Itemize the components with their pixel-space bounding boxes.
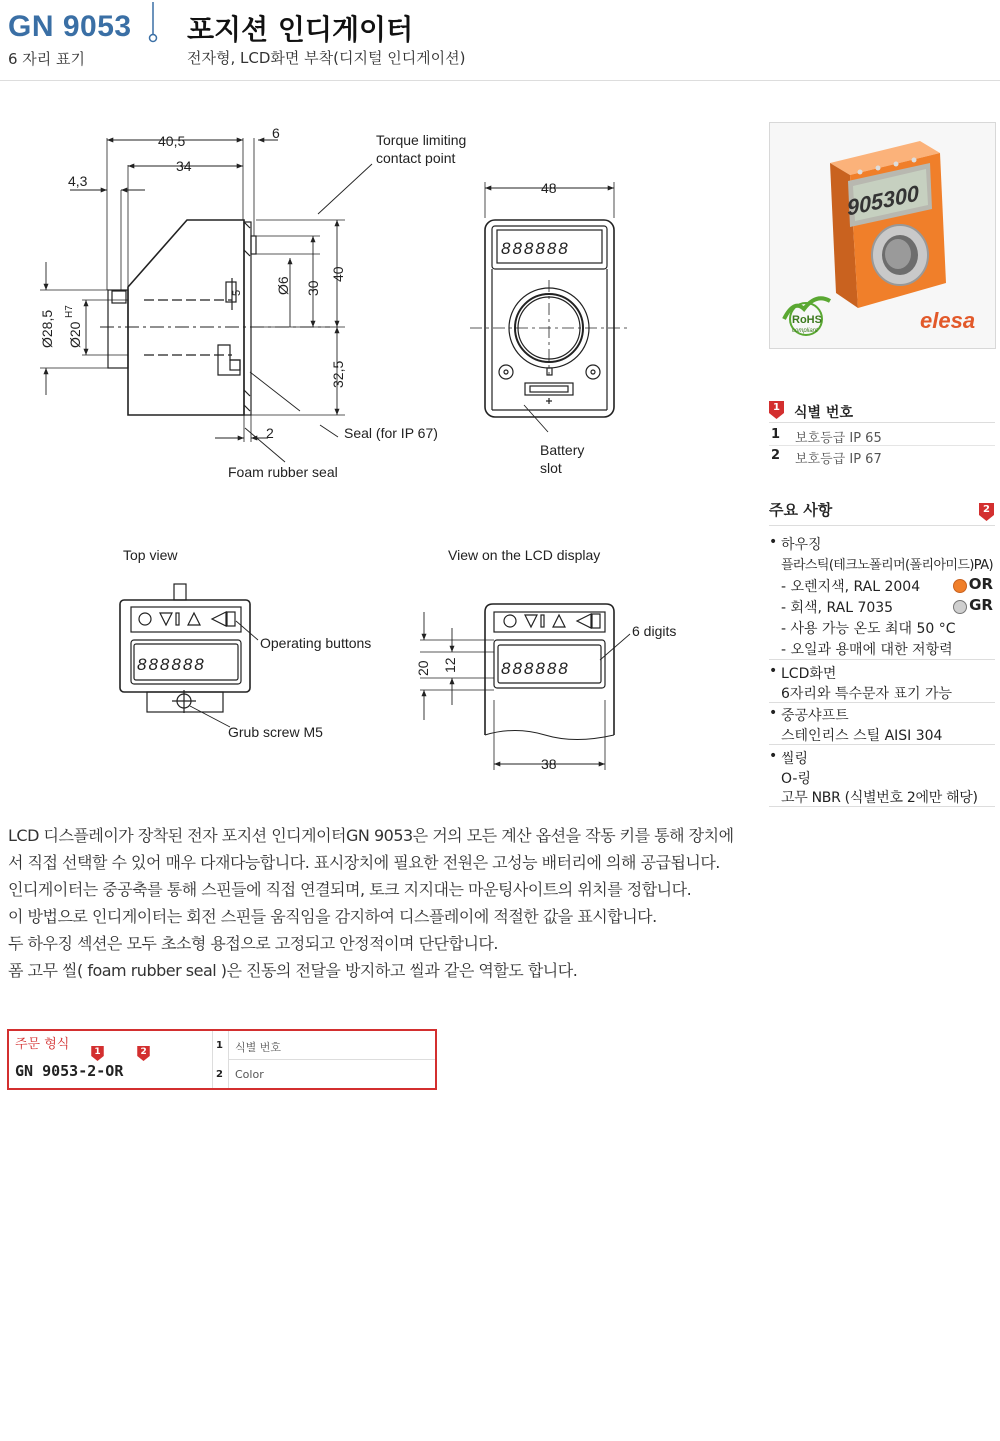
feature-rule (769, 806, 995, 807)
feature-lcd: • LCD화면 6자리와 특수문자 표기 가능 (769, 663, 953, 702)
badge-2-icon: 2 (979, 503, 994, 518)
description-line: 폼 고무 씰( foam rubber seal )은 진동의 전달을 방지하고 씰과 같은 역할도 합니다. (8, 961, 578, 980)
description-line: 서 직접 선택할 수 있어 매우 다재다능합니다. 표시장치에 필요한 전원은 고성능 배터리에 의해 공급됩니다. (8, 853, 720, 872)
feature-housing: • 하우징 플라스틱(테크노폴리머(폴리아미드)PA) - 오렌지색, RAL 2004 OR - 회색, RAL 7035 GR - 사용 가능 온도 최대 50 °C - 오일과 용매에 대한 저항력 (769, 534, 993, 658)
order-row-text: 식별 번호 (235, 1041, 282, 1054)
elesa-logo: elesa (920, 308, 976, 333)
order-code: GN 9053-2-OR (15, 1062, 124, 1080)
feature-shaft: • 중공샤프트 스테인리스 스틸 AISI 304 (769, 705, 943, 744)
label-foam-seal: Foam rubber seal (228, 464, 338, 480)
order-row-no: 1 (216, 1040, 223, 1051)
identification-rule (769, 422, 995, 423)
orange-swatch (953, 579, 967, 593)
dim-2: 2 (266, 425, 274, 441)
label-lcd-view: View on the LCD display (448, 547, 601, 563)
dim-12-lcd: 12 (442, 657, 458, 673)
features-rule (769, 525, 995, 526)
dim-20-lcd: 20 (415, 660, 431, 676)
description-line: 두 하우징 섹션은 모두 초소형 용접으로 고정되고 안정적이며 단단합니다. (8, 934, 498, 953)
page-title: 포지션 인디게이터 (187, 13, 414, 46)
dim-48: 48 (541, 180, 557, 196)
dim-phi-6: Ø6 (275, 276, 291, 295)
label-operating-buttons: Operating buttons (260, 635, 372, 651)
dim-4-3: 4,3 (68, 173, 88, 189)
feature-rule (769, 702, 995, 703)
label-grub-screw: Grub screw M5 (228, 724, 323, 740)
order-row-no: 2 (216, 1069, 223, 1080)
order-divider (228, 1059, 435, 1060)
lcd-view (420, 604, 630, 770)
features-title: 주요 사항 (769, 501, 833, 519)
order-row-text: Color (235, 1068, 264, 1081)
page-subtitle: 전자형, LCD화면 부착(디지털 인디게이션) (187, 49, 466, 67)
header-rule (0, 80, 1000, 81)
dim-h7: H7 (64, 305, 75, 318)
orange-code: OR (968, 575, 993, 593)
identification-row: 1 보호등급 IP 65 (769, 425, 995, 446)
front-view (470, 182, 630, 432)
feature-seal: • 씰링 O-링 고무 NBR (식별번호 2에만 해당) (769, 748, 978, 806)
dim-40: 40 (330, 266, 346, 282)
header-divider-pin (146, 2, 160, 44)
order-badge-2-icon: 2 (137, 1046, 152, 1061)
order-label: 주문 형식 (15, 1037, 70, 1052)
identification-row: 2 보호등급 IP 67 (771, 448, 882, 467)
label-battery-2: slot (540, 460, 562, 476)
product-photo (769, 122, 996, 349)
badge-1-icon: 1 (769, 401, 784, 416)
dim-40-5: 40,5 (158, 133, 186, 149)
grey-swatch (953, 600, 967, 614)
lcd-view-digits: 888888 (501, 659, 570, 678)
identification-heading (769, 401, 853, 421)
dim-6: 6 (272, 125, 280, 141)
dim-28-5: Ø28,5 (39, 309, 55, 348)
dim-20: Ø20 (67, 321, 83, 348)
top-lcd-digits: 888888 (137, 655, 206, 674)
rohs-logo: RoHS (792, 314, 822, 326)
description-line: LCD 디스플레이가 장착된 전자 포지션 인디게이터GN 9053은 거의 모든 계산 옵션을 작동 키를 통해 장치에 (8, 826, 734, 845)
order-divider (212, 1031, 213, 1088)
identification-title: 식별 번호 (794, 405, 853, 421)
product-illustration (770, 123, 995, 348)
rohs-subtext: compliant (792, 328, 818, 334)
grey-code: GR (969, 596, 993, 614)
feature-rule (769, 744, 995, 745)
dim-30: 30 (305, 280, 321, 296)
dim-5: 5 (231, 289, 243, 296)
technical-drawing (0, 100, 760, 790)
description-line: 이 방법으로 인디게이터는 회전 스핀들 움직임을 감지하여 디스플레이에 적절한 값을 표시합니다. (8, 907, 657, 926)
product-code: GN 9053 (8, 10, 132, 43)
label-seal: Seal (for IP 67) (344, 425, 438, 441)
order-example-box (7, 1029, 437, 1090)
label-six-digits: 6 digits (632, 623, 677, 639)
dim-34: 34 (176, 158, 192, 174)
label-torque-2: contact point (376, 150, 456, 166)
label-top-view: Top view (123, 547, 178, 563)
description (8, 822, 734, 984)
order-badge-1-icon: 1 (91, 1046, 106, 1061)
photo-display-digits: 905300 (846, 180, 920, 221)
label-torque-1: Torque limiting (376, 132, 467, 148)
label-battery-1: Battery (540, 442, 585, 458)
dim-38: 38 (541, 756, 557, 772)
side-view (40, 138, 372, 462)
feature-rule (769, 659, 995, 660)
product-subcode: 6 자리 표기 (8, 50, 86, 68)
description-line: 인디게이터는 중공축를 통해 스핀들에 직접 연결되며, 토크 지지대는 마운팅사이트의 위치를 정합니다. (8, 880, 692, 899)
dim-32-5: 32,5 (330, 360, 346, 388)
front-lcd-digits: 888888 (501, 239, 570, 258)
